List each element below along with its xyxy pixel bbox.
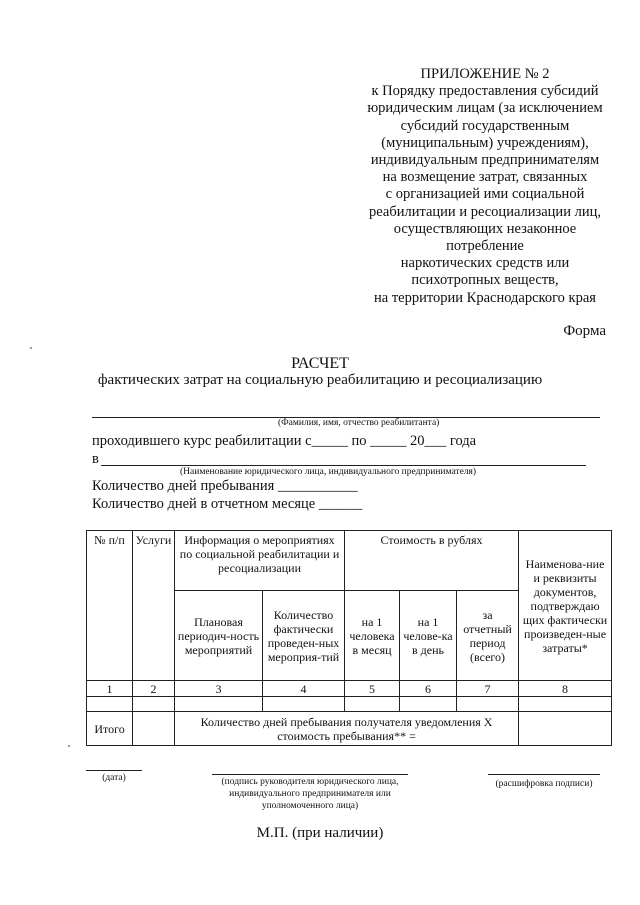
header-documents: Наименова-ние и реквизиты документов, подтверждаю щих фактически произведен-ные затраты*	[519, 531, 612, 681]
signature-line[interactable]	[212, 774, 408, 775]
stamp-place: М.П. (при наличии)	[256, 825, 384, 841]
date-caption: (дата)	[102, 773, 126, 783]
calculation-table	[86, 530, 612, 746]
header-cost-per-month: на 1 человека в месяц	[345, 591, 400, 681]
appendix-line: с организацией ими социальной	[385, 186, 585, 203]
decoding-line[interactable]	[488, 774, 600, 775]
table-cell[interactable]	[133, 712, 175, 746]
appendix-line: на возмещение затрат, связанных	[382, 169, 588, 186]
header-cost-per-day: на 1 челове-ка в день	[400, 591, 457, 681]
document-title: РАСЧЕТ	[291, 355, 349, 372]
appendix-header	[360, 66, 610, 307]
days-stay-field: Количество дней пребывания ___________	[92, 478, 358, 494]
appendix-line: к Порядку предоставления субсидий	[371, 83, 599, 100]
org-prefix: в	[92, 451, 99, 467]
column-number: 7	[457, 681, 519, 697]
appendix-line: осуществляющих незаконное	[393, 220, 577, 237]
table-cell[interactable]	[457, 697, 519, 712]
table-cell[interactable]	[133, 697, 175, 712]
org-caption: (Наименование юридического лица, индивидуального предпринимателя)	[180, 467, 477, 477]
appendix-line: ПРИЛОЖЕНИЕ № 2	[420, 66, 550, 82]
table-cell[interactable]	[519, 697, 612, 712]
appendix-line: субсидий государственным	[400, 117, 570, 134]
appendix-line: реабилитации и ресоциализации лиц,	[369, 203, 601, 220]
column-number: 6	[400, 681, 457, 697]
appendix-line: на территории Краснодарского края	[374, 289, 596, 306]
table-cell[interactable]	[175, 697, 263, 712]
document-subtitle: фактических затрат на социальную реабилитацию и ресоциализацию	[97, 372, 543, 388]
total-label: Итого	[87, 712, 133, 746]
table-cell[interactable]	[263, 697, 345, 712]
table-cell[interactable]	[400, 697, 457, 712]
days-month-field: Количество дней в отчетном месяце ______	[92, 496, 363, 512]
scan-speck	[30, 347, 32, 349]
total-formula: Количество дней пребывания получателя уведомления Х стоимость пребывания** =	[175, 712, 519, 746]
column-number: 4	[263, 681, 345, 697]
org-line[interactable]	[101, 465, 586, 466]
header-services: Услуги	[133, 531, 175, 681]
table-cell[interactable]	[87, 697, 133, 712]
decoding-caption: (расшифровка подписи)	[495, 779, 593, 789]
column-number: 2	[133, 681, 175, 697]
table-cell[interactable]	[519, 712, 612, 746]
appendix-line: психотропных веществ,	[411, 272, 559, 289]
column-number: 5	[345, 681, 400, 697]
column-number: 3	[175, 681, 263, 697]
appendix-line: юридическим лицам (за исключением	[367, 100, 603, 117]
column-number: 1	[87, 681, 133, 697]
signature-caption: (подпись руководителя юридического лица, индивидуального предпринимателя или уполномоченного лица)	[221, 777, 399, 811]
table-cell[interactable]	[345, 697, 400, 712]
course-period: проходившего курс реабилитации с_____ по _____ 20___ года	[92, 433, 477, 449]
header-activities-info: Информация о мероприятиях по социальной реабилитации и ресоциализации	[175, 531, 345, 591]
appendix-line: наркотических средств или	[400, 255, 570, 272]
scan-speck	[68, 745, 70, 747]
column-number: 8	[519, 681, 612, 697]
form-label: Форма	[563, 323, 606, 339]
appendix-line: потребление	[446, 238, 524, 255]
fio-caption: (Фамилия, имя, отчество реабилитанта)	[278, 418, 440, 428]
appendix-line: (муниципальным) учреждениям),	[381, 134, 589, 151]
header-cost-period: за отчетный период (всего)	[457, 591, 519, 681]
appendix-line: индивидуальным предпринимателям	[370, 152, 600, 169]
header-activities-count: Количество фактически проведен-ных мероприя-тий	[263, 591, 345, 681]
header-cost: Стоимость в рублях	[345, 531, 519, 591]
date-line[interactable]	[86, 770, 142, 771]
header-planned-frequency: Плановая периодич-ность мероприятий	[175, 591, 263, 681]
header-number: № п/п	[87, 531, 133, 681]
